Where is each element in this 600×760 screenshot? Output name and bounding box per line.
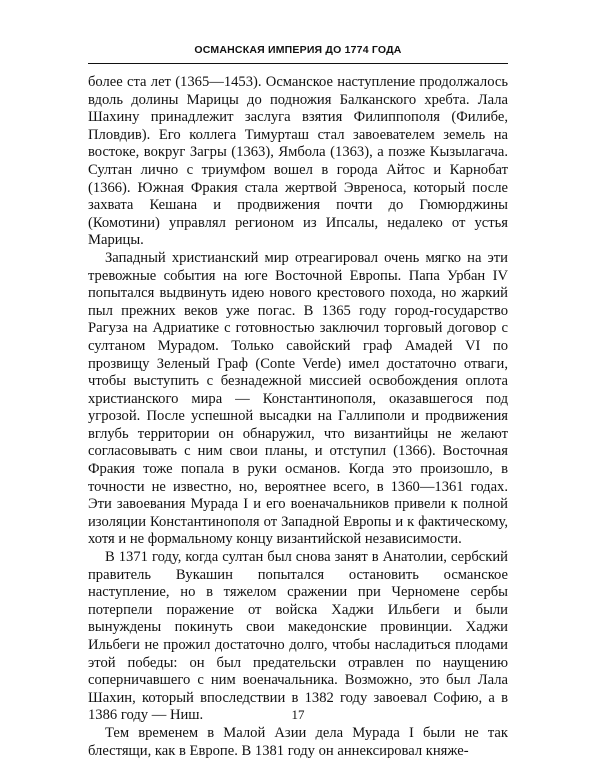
header-rule	[88, 63, 508, 64]
page-number: 17	[291, 707, 305, 722]
paragraph-1: более ста лет (1365—1453). Османское наступление продолжалось вдоль долины Марицы до подножия Балканского хребта. Лала Шахину принадлежит заслуга взятия Филиппополя (Филибе, Пловдив). Его коллега Тимурташ стал завоевателем земель на востоке, вокруг Загры (1363), Ямбола (1363), а позже Кызылагача. Султан лично с триумфом вошел в города Айтос и Карнобат (1366). Южная Фракия стала жертвой Эвреноса, который после захвата Кешана и продвижения почти до Гюмюрджины (Комотини) управлял регионом из Ипсалы, недалеко от устья Марицы.	[88, 74, 508, 249]
paragraph-2: Западный христианский мир отреагировал очень мягко на эти тревожные события на юге Восточной Европы. Папа Урбан IV попытался выдвинуть идею нового крестового похода, но жаркий пыл прежних веков уже погас. В 1365 году город-государство Рагуза на Адриатике с готовностью заключил торговый договор с султаном Мурадом. Только савойский граф Амадей VI по прозвищу Зеленый Граф (Conte Verde) имел достаточно отваги, чтобы выступить с безнадежной миссией освобождения оплота христианского мира — Константинополя, оказавшегося под угрозой. После успешной высадки на Галлиполи и продвижения вглубь территории он обнаружил, что византийцы не желают согласовывать с ним свои планы, и отступил (1366). Восточная Фракия тоже попала в руки османов. Когда это произошло, в точности не известно, но, вероятнее всего, в 1360—1361 годах. Эти завоевания Мурада I и его военачальников привели к полной изоляции Константинополя от Западной Европы и к фактическому, хотя и не формальному концу византийской независимости.	[88, 249, 508, 548]
paragraph-4: Тем временем в Малой Азии дела Мурада I были не так блестящи, как в Европе. В 1381 году он аннексировал княже-	[88, 724, 508, 759]
running-title: ОСМАНСКАЯ ИМПЕРИЯ ДО 1774 ГОДА	[194, 44, 402, 56]
body-text	[88, 74, 508, 760]
paragraph-3: В 1371 году, когда султан был снова занят в Анатолии, сербский правитель Вукашин попытался остановить османское наступление, но в тяжелом сражении при Черномене сербы потерпели поражение от войска Хаджи Ильбеги и были вынуждены покинуть свои македонские провинции. Хаджи Ильбеги не прожил достаточно долго, чтобы насладиться плодами этой победы: он был предательски отравлен по наущению соперничавшего с ним военачальника. Возможно, это был Лала Шахин, который впоследствии в 1382 году завоевал Софию, а в 1386 году — Ниш.	[88, 549, 508, 724]
